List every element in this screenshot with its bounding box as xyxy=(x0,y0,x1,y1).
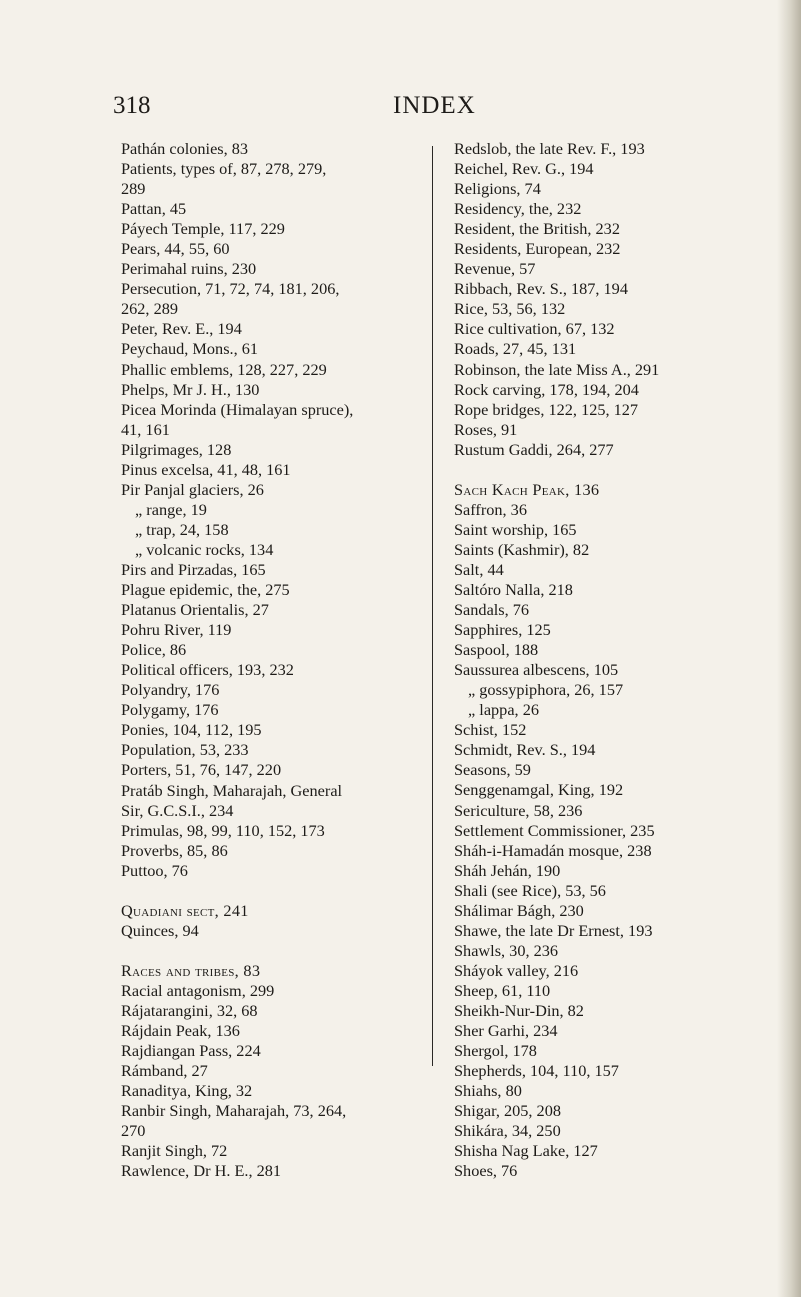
index-entry: Senggenamgal, King, 192 xyxy=(454,780,624,800)
index-entry: Proverbs, 85, 86 xyxy=(121,840,228,860)
index-entry: Shisha Nag Lake, 127 xyxy=(454,1141,598,1161)
index-entry: Páyech Temple, 117, 229 xyxy=(121,219,285,239)
index-entry: Rájatarangini, 32, 68 xyxy=(121,1000,258,1020)
index-entry: Seasons, 59 xyxy=(454,760,531,780)
index-entry: Patients, types of, 87, 278, 279, xyxy=(121,159,327,179)
index-entry: Schist, 152 xyxy=(454,720,527,740)
index-entry: Sandals, 76 xyxy=(454,600,530,620)
index-entry: Sach Kach Peak, 136 xyxy=(454,479,600,499)
index-subentry: „ trap, 24, 158 xyxy=(135,519,229,539)
index-entry: Sheep, 61, 110 xyxy=(454,980,551,1000)
index-entry: Population, 53, 233 xyxy=(121,740,249,760)
index-entry: Shoes, 76 xyxy=(454,1161,518,1181)
index-entry: Saussurea albescens, 105 xyxy=(454,660,619,680)
index-entry: Porters, 51, 76, 147, 220 xyxy=(121,760,282,780)
index-entry: Ribbach, Rev. S., 187, 194 xyxy=(454,279,628,299)
index-entry-continuation: Sir, G.C.S.I., 234 xyxy=(121,800,234,820)
index-entry: Settlement Commissioner, 235 xyxy=(454,820,655,840)
index-entry: Rope bridges, 122, 125, 127 xyxy=(454,399,639,419)
index-entry: Pratáb Singh, Maharajah, General xyxy=(121,780,343,800)
index-entry: Robinson, the late Miss A., 291 xyxy=(454,359,660,379)
index-entry: Religions, 74 xyxy=(454,179,541,199)
index-entry: Police, 86 xyxy=(121,640,187,660)
index-column-left xyxy=(121,139,461,1181)
index-subentry: „ range, 19 xyxy=(135,499,207,519)
index-entry: Phelps, Mr J. H., 130 xyxy=(121,379,260,399)
index-entry: Persecution, 71, 72, 74, 181, 206, xyxy=(121,279,340,299)
index-entry: Saints (Kashmir), 82 xyxy=(454,539,590,559)
index-entry: Ponies, 104, 112, 195 xyxy=(121,720,262,740)
index-entry: Sher Garhi, 234 xyxy=(454,1021,558,1041)
index-entry: Saltóro Nalla, 218 xyxy=(454,579,573,599)
index-entry: Polyandry, 176 xyxy=(121,680,220,700)
index-entry: Races and tribes, 83 xyxy=(121,960,261,980)
index-entry: Puttoo, 76 xyxy=(121,860,188,880)
index-entry: Shiahs, 80 xyxy=(454,1081,522,1101)
index-entry: Revenue, 57 xyxy=(454,259,536,279)
index-entry: Roads, 27, 45, 131 xyxy=(454,339,577,359)
page-number: 318 xyxy=(113,92,151,119)
index-entry: Ranjit Singh, 72 xyxy=(121,1141,228,1161)
index-entry-continuation: 262, 289 xyxy=(121,299,178,319)
index-entry: Shepherds, 104, 110, 157 xyxy=(454,1061,619,1081)
index-column-right xyxy=(454,139,784,1181)
index-entry: Shawls, 30, 236 xyxy=(454,940,559,960)
index-entry: Perimahal ruins, 230 xyxy=(121,259,257,279)
index-subentry: „ gossypiphora, 26, 157 xyxy=(468,680,624,700)
index-entry: Resident, the British, 232 xyxy=(454,219,620,239)
index-entry: Pirs and Pirzadas, 165 xyxy=(121,559,266,579)
index-entry: Rice cultivation, 67, 132 xyxy=(454,319,615,339)
index-entry: Quadiani sect, 241 xyxy=(121,900,249,920)
index-entry: Political officers, 193, 232 xyxy=(121,660,294,680)
index-entry-continuation: 270 xyxy=(121,1121,146,1141)
index-entry: Pattan, 45 xyxy=(121,199,187,219)
index-entry: Pathán colonies, 83 xyxy=(121,139,249,158)
index-entry: Quinces, 94 xyxy=(121,920,199,940)
index-entry: Redslob, the late Rev. F., 193 xyxy=(454,139,645,158)
section-gap xyxy=(121,941,461,961)
index-entry: Saspool, 188 xyxy=(454,640,539,660)
index-entry: Rustum Gaddi, 264, 277 xyxy=(454,439,614,459)
index-subentry: „ lappa, 26 xyxy=(468,700,539,720)
index-entry: Pohru River, 119 xyxy=(121,620,232,640)
index-entry: Shálimar Bágh, 230 xyxy=(454,900,584,920)
index-entry: Sháh-i-Hamadán mosque, 238 xyxy=(454,840,652,860)
index-entry: Rájdain Peak, 136 xyxy=(121,1020,240,1040)
index-entry: Shikára, 34, 250 xyxy=(454,1121,561,1141)
index-entry: Shergol, 178 xyxy=(454,1041,537,1061)
index-entry-continuation: 41, 161 xyxy=(121,419,170,439)
index-entry: Picea Morinda (Himalayan spruce), xyxy=(121,399,354,419)
index-entry: Salt, 44 xyxy=(454,559,504,579)
section-gap xyxy=(121,881,461,901)
section-gap xyxy=(454,460,784,480)
index-entry: Saint worship, 165 xyxy=(454,519,577,539)
index-entry: Shigar, 205, 208 xyxy=(454,1101,561,1121)
index-subentry: „ volcanic rocks, 134 xyxy=(135,539,274,559)
index-entry: Sháh Jehán, 190 xyxy=(454,860,561,880)
index-entry: Pir Panjal glaciers, 26 xyxy=(121,479,264,499)
index-entry: Rock carving, 178, 194, 204 xyxy=(454,379,639,399)
index-entry: Residents, European, 232 xyxy=(454,239,621,259)
index-entry: Reichel, Rev. G., 194 xyxy=(454,159,594,179)
index-entry: Sheikh-Nur-Din, 82 xyxy=(454,1000,584,1020)
running-head: INDEX xyxy=(393,92,476,119)
index-entry: Rámband, 27 xyxy=(121,1061,208,1081)
index-entry: Pears, 44, 55, 60 xyxy=(121,239,230,259)
index-entry: Sapphires, 125 xyxy=(454,620,551,640)
index-entry: Polygamy, 176 xyxy=(121,700,219,720)
index-entry: Plague epidemic, the, 275 xyxy=(121,580,290,600)
column-divider xyxy=(432,146,433,1066)
index-entry: Pilgrimages, 128 xyxy=(121,439,232,459)
index-entry: Saffron, 36 xyxy=(454,499,527,519)
index-entry: Schmidt, Rev. S., 194 xyxy=(454,740,596,760)
index-entry: Rawlence, Dr H. E., 281 xyxy=(121,1161,282,1181)
index-entry: Peter, Rev. E., 194 xyxy=(121,319,242,339)
index-entry: Racial antagonism, 299 xyxy=(121,980,275,1000)
index-entry: Phallic emblems, 128, 227, 229 xyxy=(121,359,327,379)
index-entry: Platanus Orientalis, 27 xyxy=(121,600,269,620)
index-entry: Ranaditya, King, 32 xyxy=(121,1081,253,1101)
index-entry: Primulas, 98, 99, 110, 152, 173 xyxy=(121,820,325,840)
index-entry: Rajdiangan Pass, 224 xyxy=(121,1041,261,1061)
index-entry: Residency, the, 232 xyxy=(454,199,582,219)
index-entry: Ranbir Singh, Maharajah, 73, 264, xyxy=(121,1101,347,1121)
index-entry: Peychaud, Mons., 61 xyxy=(121,339,259,359)
index-entry: Sericulture, 58, 236 xyxy=(454,800,583,820)
index-entry: Rice, 53, 56, 132 xyxy=(454,299,566,319)
index-entry-continuation: 289 xyxy=(121,179,146,199)
index-entry: Roses, 91 xyxy=(454,419,518,439)
index-entry: Sháyok valley, 216 xyxy=(454,960,579,980)
index-entry: Shawe, the late Dr Ernest, 193 xyxy=(454,920,653,940)
index-entry: Shali (see Rice), 53, 56 xyxy=(454,880,606,900)
index-entry: Pinus excelsa, 41, 48, 161 xyxy=(121,459,291,479)
